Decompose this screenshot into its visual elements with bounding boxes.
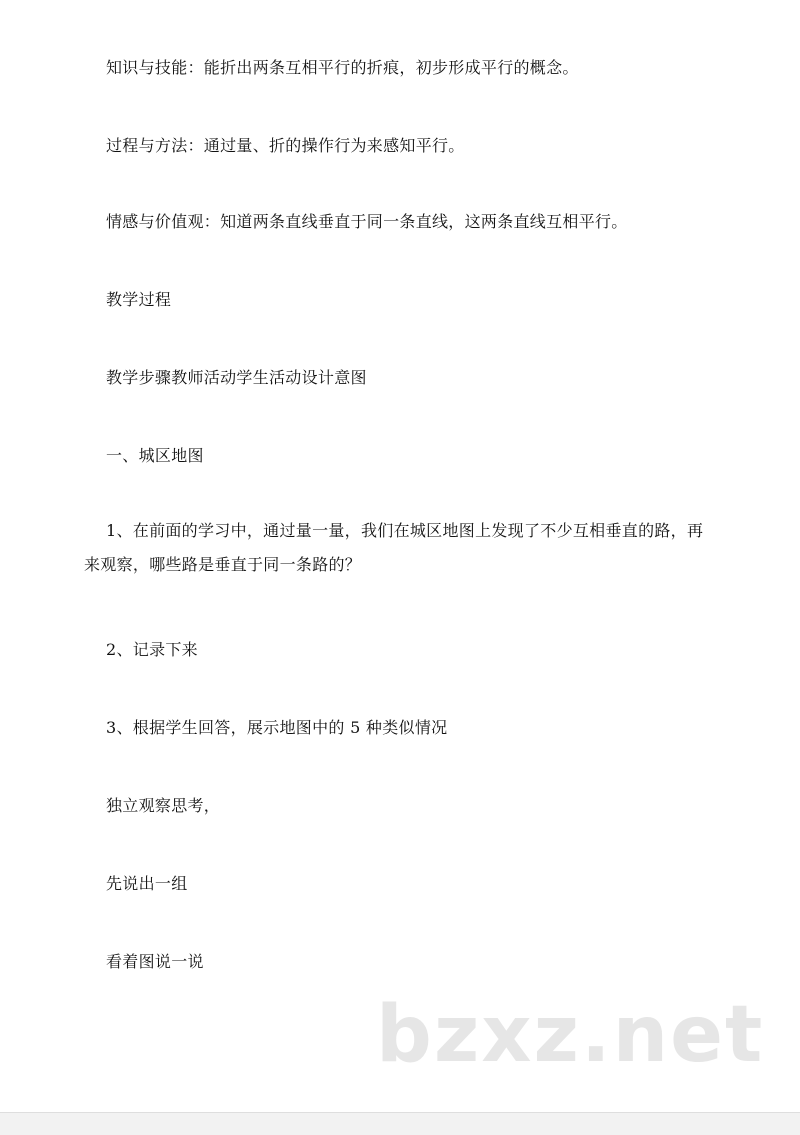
- paragraph-teaching-steps: 教学步骤教师活动学生活动设计意图: [106, 368, 367, 387]
- paragraph-say-one-group: 先说出一组: [106, 874, 188, 893]
- paragraph-emotion-values: 情感与价值观：知道两条直线垂直于同一条直线，这两条直线互相平行。: [106, 212, 628, 231]
- paragraph-item-2: 2、记录下来: [106, 640, 198, 659]
- paragraph-process-method: 过程与方法：通过量、折的操作行为来感知平行。: [106, 136, 465, 155]
- paragraph-section-city-map: 一、城区地图: [106, 446, 204, 465]
- paragraph-item-1: 1、在前面的学习中，通过量一量，我们在城区地图上发现了不少互相垂直的路，再来观察，哪些路是垂直于同一条路的？: [84, 521, 704, 574]
- paragraph-observe-think: 独立观察思考，: [106, 796, 221, 815]
- paragraph-look-and-say: 看着图说一说: [106, 952, 204, 971]
- paragraph-teaching-process: 教学过程: [106, 290, 172, 309]
- paragraph-knowledge-skills: 知识与技能：能折出两条互相平行的折痕，初步形成平行的概念。: [106, 58, 579, 77]
- watermark-logo: bzxz.net: [376, 990, 765, 1080]
- paragraph-item-3: 3、根据学生回答，展示地图中的 5 种类似情况: [106, 718, 448, 737]
- page-bottom-border: [0, 1112, 800, 1135]
